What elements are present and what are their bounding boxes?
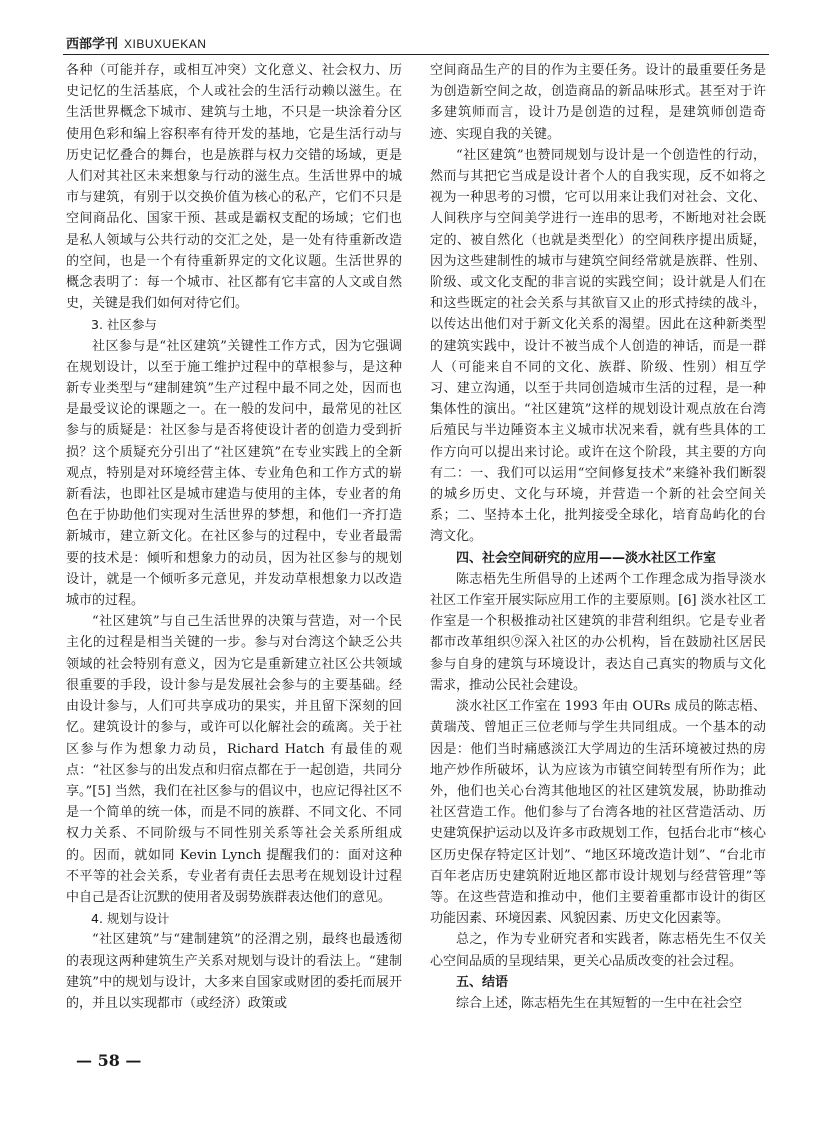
paragraph: 社区参与是“社区建筑”关键性工作方式，因为它强调在规划设计，以至于施工维护过程中的草根参与，是这种新专业类型与“建制建筑”生产过程中最不同之处，因而也是最受议论的课题之一。在一般的发问中，最常见的社区参与的质疑是：社区参与是否将使设计者的创造力受到折损？这个质疑充分引出了“社区建筑”在专业实践上的全新观点，特别是对环境经营主体、专业角色和工作方式的崭新看法，也即社区是城市建造与使用的主体，专业者的角色在于协助他们实现对生活世界的梦想，和他们一齐打造新城市，建立新文化。在社区参与的过程中，专业者最需要的技术是：倾听和想象力的动员，因为社区参与的规划设计，就是一个倾听多元意见，并发动草根想象力以改造城市的过程。: [66, 338, 402, 609]
paragraph: “社区建筑”也赞同规划与设计是一个创造性的行动，然而与其把它当成是设计者个人的自我实现，反不如将之视为一种思考的习惯，它可以用来让我们对社会、文化、人间秩序与空间美学进行一连串的思考，不断地对社会既定的、被自然化（也就是类型化）的空间秩序提出质疑，因为这些建制性的城市与建筑空间经常就是族群、性别、阶级、或文化支配的非言说的实践空间；设计就是人们在和这些既定的社会关系与其欲盲又止的形式持续的战斗，以传达出他们对于新文化关系的渴望。因此在这种新类型的建筑实践中，设计不被当成个人创造的神话，而是一群人（可能来自不同的文化、族群、阶级、性别）相互学习、建立沟通，以至于共同创造城市生活的过程，是一种集体性的演出。“社区建筑”这样的规划设计观点放在台湾后殖民与半边陲资本主义城市状况来看，就有些具体的工作方向可以提出来讨论。或许在这个阶段，其主要的方向有二：一、我们可以运用“空间修复技术”来缝补我们断裂的城乡历史、文化与环境，并营造一个新的社会空间关系；二、坚持本土化，批判接受全球化，培育岛屿化的台湾文化。: [430, 147, 766, 545]
running-header: [66, 33, 766, 52]
section-heading-conclusion: 五、结语: [456, 974, 509, 990]
journal-name: 西部学刊: [66, 37, 119, 52]
paragraph: 各种（可能并存，或相互冲突）文化意义、社会权力、历史记忆的生活基底，个人或社会的生活行动赖以滋生。在生活世界概念下城市、建筑与土地，不只是一块涂着分区使用色彩和编上容积率有待开发的基地，它是生活行动与历史记忆叠合的舞台，也是族群与权力交错的场域，更是人们对其社区未来想象与行动的滋生点。生活世界中的城市与建筑，有别于以交换价值为核心的私产，它们不只是空间商品化、国家干预、甚或是霸权支配的场域；它们也是私人领域与公共行动的交汇之处，是一处有待重新改造的空间，也是一个有待重新界定的文化议题。生活世界的概念表明了：每一个城市、社区都有它丰富的人文或自然史，关键是我们如何对待它们。: [66, 63, 402, 312]
paragraph: “社区建筑”与自己生活世界的决策与营造，对一个民主化的过程是相当关键的一步。参与对台湾这个缺乏公共领域的社会特别有意义，因为它是重新建立社区公共领域很重要的手段，设计参与是发展社会参与的主要基础。经由设计参与，人们可共享成功的果实，并且留下深刻的回忆。建筑设计的参与，或许可以化解社会的疏离。关于社区参与作为想象力动员，Richard Hatch 有最佳的观点：“社区参与的出发点和归宿点都在于一起创造，共同分享。”[5] 当然，我们在社区参与的倡议中，也应记得社区不是一个简单的统一体，而是不同的族群、不同文化、不同权力关系、不同阶级与不同性别关系等社会关系所组成的。因而，就如同 Kevin Lynch 提醒我们的：面对这种不平等的社会关系，专业者有责任去思考在规划设计过程中自己是否让沉默的使用者及弱势族群表达他们的意见。: [66, 614, 402, 905]
header-rule: [63, 54, 769, 55]
subsection-title-community-participation: 3. 社区参与: [91, 317, 157, 333]
subsection-title-planning-design: 4. 规划与设计: [91, 911, 170, 927]
right-column: [430, 60, 766, 1014]
left-column: [66, 60, 402, 1014]
section-heading-application: 四、社会空间研究的应用——淡水社区工作室: [456, 550, 717, 566]
page-number: — 58 —: [76, 1051, 142, 1070]
paragraph: 总之，作为专业研究者和实践者，陈志梧先生不仅关心空间品质的呈现结果，更关心品质改变的社会过程。: [430, 932, 766, 969]
paragraph: 空间商品生产的目的作为主要任务。设计的最重要任务是为创造新空间之故，创造商品的新品味形式。甚至对于许多建筑师而言，设计乃是创造的过程，是建筑师创造奇迹、实现自我的关键。: [430, 63, 766, 142]
paragraph: “社区建筑”与“建制建筑”的泾渭之别，最终也最透彻的表现这两种建筑生产关系对规划与设计的看法上。“建制建筑”中的规划与设计，大多来自国家或财团的委托而展开的，并且以实现都市（或经济）政策或: [66, 932, 402, 1011]
paragraph: 淡水社区工作室在 1993 年由 OURs 成员的陈志梧、黄瑞茂、曾旭正三位老师与学生共同组成。一个基本的动因是：他们当时痛感淡江大学周边的生活环境被过热的房地产炒作所破坏，认为应该为市镇空间转型有所作为；此外，他们也关心台湾其他地区的社区建筑发展，协助推动社区营造工作。他们参与了台湾各地的社区营造活动、历史建筑保护运动以及许多市政规划工作，包括台北市“核心区历史保存特定区计划”、“地区环境改造计划”、“台北市百年老店历史建筑附近地区都市设计规划与经营管理”等等。在这些营造和推动中，他们主要着重都市设计的街区功能因素、环境因素、风貌因素、历史文化因素等。: [430, 699, 766, 927]
journal-pinyin: XIBUXUEKAN: [124, 37, 207, 51]
paragraph: 陈志梧先生所倡导的上述两个工作理念成为指导淡水社区工作室开展实际应用工作的主要原则。[6] 淡水社区工作室是一个积极推动社区建筑的非营利组织。它是专业者都市改革组织⑨深入社区的办公机构，旨在鼓励社区居民参与自身的建筑与环境设计，表达自己真实的物质与文化需求，推动公民社会建设。: [430, 571, 766, 693]
paragraph: 综合上述，陈志梧先生在其短暂的一生中在社会空: [456, 995, 743, 1011]
